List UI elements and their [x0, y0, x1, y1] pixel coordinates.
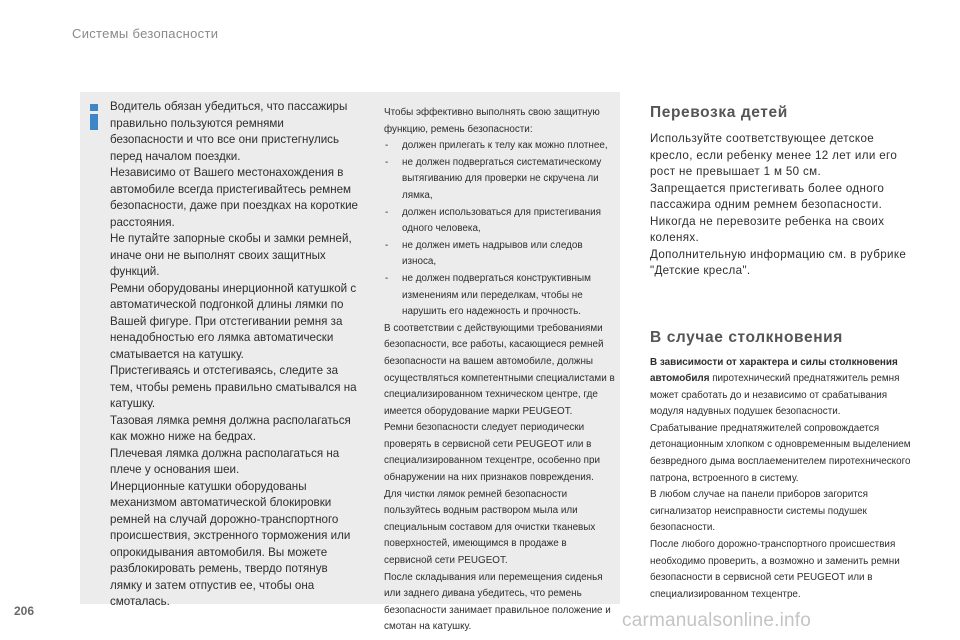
- paragraph: После складывания или перемещения сиденья или заднего дивана убедитесь, что ремень безопасности занимает правильное положение и смотан на катушку.: [384, 571, 611, 633]
- requirements-list: [384, 138, 616, 321]
- requirements-intro: Чтобы эффективно выполнять свою защитную функцию, ремень безопасности:: [384, 107, 600, 135]
- paragraph: Пристегиваясь и отстегиваясь, следите за тем, чтобы ремень правильно сматывался на катушку.: [110, 364, 357, 410]
- section-title-child-transport: Перевозка детей: [650, 104, 788, 121]
- bold-lead: В зависимости от характера и силы столкновения автомобиля: [650, 356, 898, 385]
- section-body-child-transport: [650, 131, 912, 280]
- list-item: - должен прилегать к телу как можно плотнее,: [384, 138, 616, 155]
- column-seatbelt-usage: [110, 99, 360, 611]
- paragraph: Никогда не перевозите ребенка на своих коленях.: [650, 214, 885, 244]
- paragraph: Ремни оборудованы инерционной катушкой с автоматической подгонкой длины лямки по Вашей фигуре. При отстегивании ремня за ненадобностью его лямка автоматически сматывается на катушку.: [110, 281, 357, 361]
- page-number: 206: [14, 604, 35, 618]
- paragraph: Для чистки лямок ремней безопасности пользуйтесь водным раствором мыла или специальным составом для очистки тканевых поверхностей, имеющимся в продаже в сервисной сети PEUGEOT.: [384, 488, 596, 567]
- paragraph: В соответствии с действующими требованиями безопасности, все работы, касающиеся ремней безопасности на вашем автомобиле, должны осуществляться компетентными специалистами в специализированном техническом центре, где имеется оборудование марки PEUGEOT.: [384, 322, 615, 417]
- left-margin: [0, 0, 70, 640]
- paragraph: Независимо от Вашего местонахождения в автомобиле всегда пристегивайтесь ремнем безопасности, даже при поездках на короткие расстояния.: [110, 166, 359, 229]
- column-children-and-collision: [650, 104, 912, 603]
- paragraph: Водитель обязан убедиться, что пассажиры правильно пользуются ремнями безопасности и что все они пристегнулись перед началом поездки.: [110, 100, 348, 163]
- info-icon: [88, 104, 100, 130]
- paragraph: [650, 355, 912, 421]
- watermark: carmanualsonline.info: [622, 610, 812, 631]
- paragraph: Тазовая лямка ремня должна располагаться как можно ниже на бедрах.: [110, 413, 351, 443]
- list-item: - не должен иметь надрывов или следов износа,: [384, 238, 616, 271]
- paragraph: Инерционные катушки оборудованы механизмом автоматической блокировки ремней на случай дорожно-транспортного происшествия, экстренного торможения или опрокидывания автомобиля. Вы можете разблокировать ремень, твердо потянув лямку и затем отпустив ее, чтобы она смоталась.: [110, 479, 351, 608]
- paragraph: В любом случае на панели приборов загорится сигнализатор неисправности системы подушек безопасности.: [650, 489, 868, 534]
- paragraph: Срабатывание преднатяжителей сопровождается детонационным хлопком с одновременным выделением безвредного дыма восплаеменителем пиротехнического патрона, встроенного в систему.: [650, 422, 911, 484]
- paragraph: Запрещается пристегивать более одного пассажира одним ремнем безопасности.: [650, 181, 885, 211]
- info-icon-dot: [90, 104, 98, 111]
- paragraph: Дополнительную информацию см. в рубрике "Детские кресла".: [650, 247, 907, 277]
- paragraph: Не путайте запорные скобы и замки ремней, иначе они не выполнят своих защитных функций.: [110, 232, 352, 278]
- page-header-title: Системы безопасности: [72, 26, 219, 41]
- section-title-collision: В случае столкновения: [650, 328, 843, 346]
- column-seatbelt-requirements: [384, 105, 616, 636]
- paragraph: После любого дорожно-транспортного происшествия необходимо проверить, а возможно и заменить ремни безопасности в сервисной сети PEUGEOT или в специализированном техцентре.: [650, 539, 900, 600]
- lead-rest: пиротехнический преднатяжитель ремня может сработать до и независимо от срабатывания модуля надувных подушек безопасности.: [650, 373, 900, 418]
- paragraph: Ремни безопасности следует периодически проверять в сервисной сети PEUGEOT или в специализированном техцентре, особенно при обнаружении на них признаков повреждения.: [384, 422, 600, 484]
- list-item: - не должен подвергаться систематическому вытягиванию для проверки не скручена ли лямка,: [384, 155, 616, 205]
- info-icon-bar: [90, 114, 98, 130]
- paragraph: Плечевая лямка должна располагаться на плече у основания шеи.: [110, 446, 340, 476]
- section-body-collision: [650, 355, 912, 604]
- list-item: - должен использоваться для пристегивания одного человека,: [384, 205, 616, 238]
- paragraph: Используйте соответствующее детское кресло, если ребенку менее 12 лет или его рост не превышает 1 м 50 см.: [650, 132, 898, 178]
- list-item: - не должен подвергаться конструктивным изменениям или переделкам, чтобы не нарушить его надежность и прочность.: [384, 271, 616, 321]
